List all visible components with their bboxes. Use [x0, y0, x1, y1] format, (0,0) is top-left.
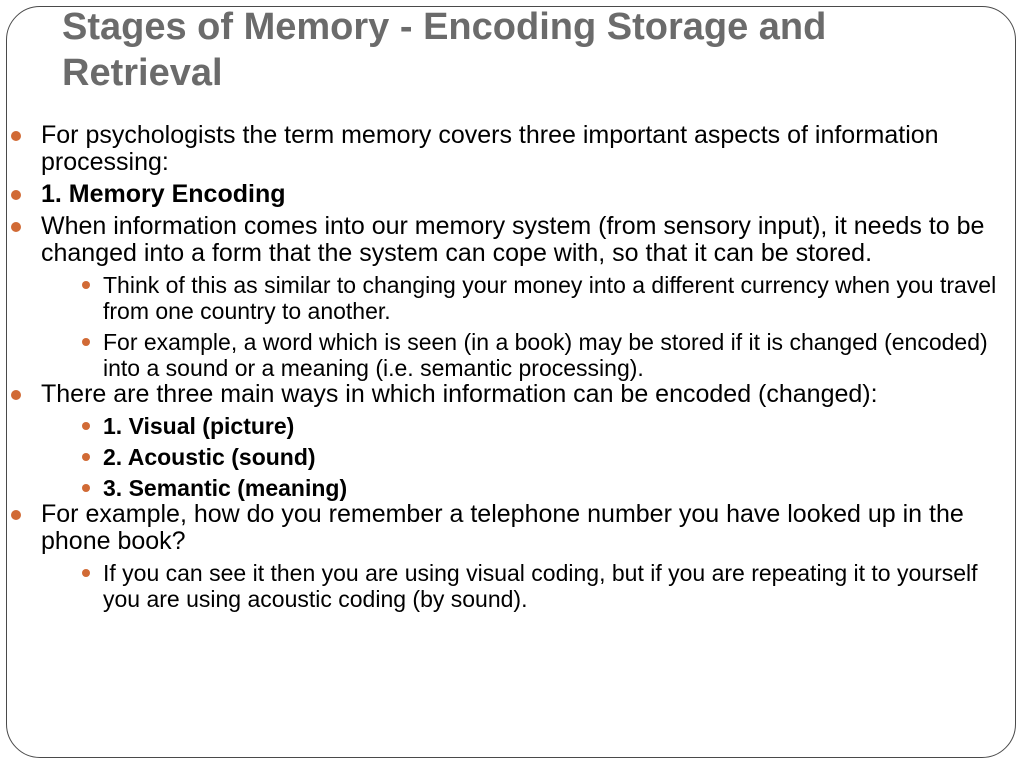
- bullet-item: [10, 381, 1015, 501]
- sub-bullet-dot-icon: [82, 338, 90, 346]
- sub-bullet-text: 1. Visual (picture): [103, 413, 295, 439]
- sub-bullet-dot-icon: [82, 422, 90, 430]
- sub-bullet-dot-icon: [82, 569, 90, 577]
- bullet-dot-icon: [11, 390, 21, 400]
- sub-bullet-dot-icon: [82, 453, 90, 461]
- sub-bullet-list: [41, 413, 1015, 501]
- sub-bullet-text: If you can see it then you are using visual coding, but if you are repeating it to yourself you are using acoustic coding (by sound).: [103, 560, 978, 612]
- sub-bullet-text: 3. Semantic (meaning): [103, 475, 348, 501]
- slide-content: [10, 122, 1015, 612]
- sub-bullet-list: [41, 272, 1015, 381]
- bullet-dot-icon: [11, 510, 21, 520]
- sub-bullet-item: [41, 413, 1015, 439]
- bullet-text: 1. Memory Encoding: [41, 180, 286, 208]
- bullet-text: For example, how do you remember a telephone number you have looked up in the phone book?: [41, 500, 964, 555]
- bullet-list: [10, 122, 1015, 612]
- bullet-dot-icon: [11, 190, 21, 200]
- sub-bullet-item: [41, 444, 1015, 470]
- sub-bullet-text: Think of this as similar to changing your money into a different currency when you travel from one country to another.: [103, 272, 997, 324]
- sub-bullet-text: 2. Acoustic (sound): [103, 444, 316, 470]
- bullet-text: There are three main ways in which information can be encoded (changed):: [41, 380, 878, 408]
- sub-bullet-item: [41, 272, 1015, 324]
- bullet-item: [10, 122, 1015, 176]
- bullet-item: [10, 213, 1015, 381]
- sub-bullet-item: [41, 560, 1015, 612]
- sub-bullet-list: [41, 560, 1015, 612]
- sub-bullet-item: [41, 329, 1015, 381]
- bullet-dot-icon: [11, 131, 21, 141]
- bullet-text: When information comes into our memory system (from sensory input), it needs to be changed into a form that the system can cope with, so that it can be stored.: [41, 212, 985, 267]
- sub-bullet-dot-icon: [82, 281, 90, 289]
- sub-bullet-item: [41, 475, 1015, 501]
- sub-bullet-text: For example, a word which is seen (in a book) may be stored if it is changed (encoded) into a sound or a meaning (i.e. semantic processing).: [103, 329, 988, 381]
- bullet-dot-icon: [11, 222, 21, 232]
- slide-title: Stages of Memory - Encoding Storage and Retrieval: [62, 6, 827, 94]
- bullet-item: [10, 501, 1015, 612]
- bullet-text: For psychologists the term memory covers three important aspects of information processing:: [41, 121, 939, 176]
- sub-bullet-dot-icon: [82, 484, 90, 492]
- bullet-item: [10, 181, 1015, 208]
